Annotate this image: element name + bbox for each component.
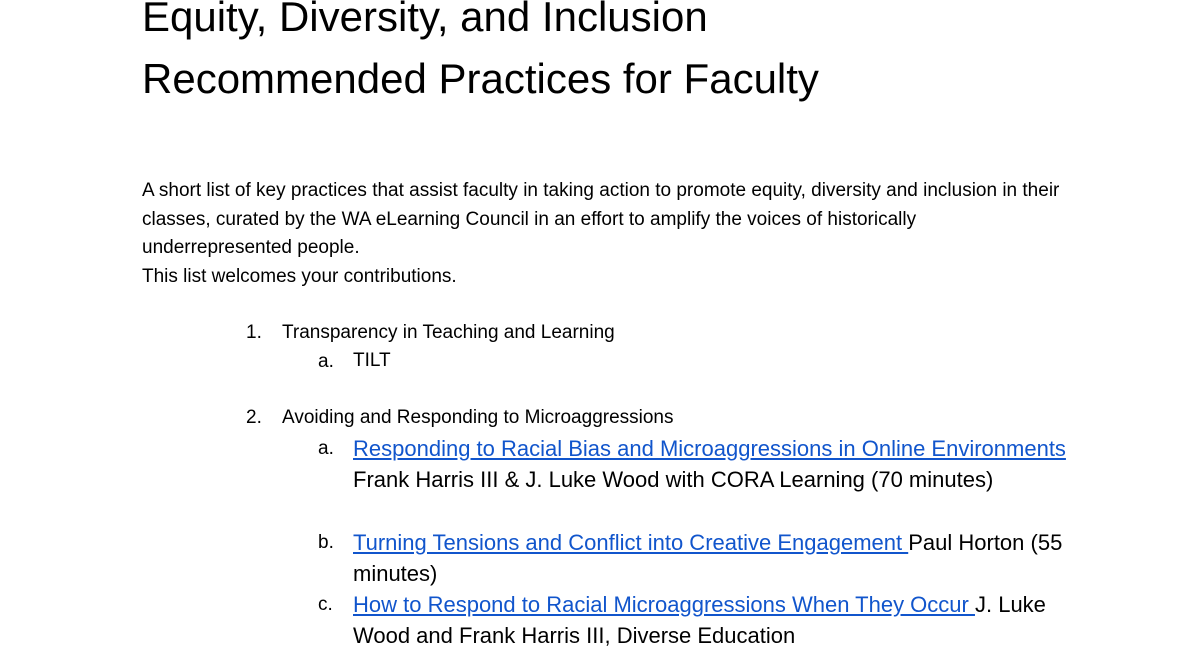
resource-link[interactable]: How to Respond to Racial Microaggressions When They Occur: [353, 592, 975, 617]
sub-item-marker: a.: [318, 438, 334, 459]
list-item-label: Transparency in Teaching and Learning: [282, 322, 615, 343]
resource-link[interactable]: Turning Tensions and Conflict into Creative Engagement: [353, 530, 909, 555]
resource-credit: Paul Horton (55 minutes): [353, 530, 1063, 586]
resource-entry: [353, 433, 1073, 495]
sub-item-marker: a.: [318, 351, 334, 372]
resource-entry: [353, 589, 1073, 651]
sub-item-marker: b.: [318, 532, 334, 553]
list-item-number: 2.: [246, 407, 262, 428]
sub-item-marker: c.: [318, 594, 333, 615]
resource-link[interactable]: Responding to Racial Bias and Microaggressions in Online Environments: [353, 436, 1066, 461]
document-title: [142, 0, 1042, 110]
resource-entry: [353, 527, 1073, 589]
title-line-2: Recommended Practices for Faculty: [142, 55, 819, 102]
sub-item-text: TILT: [353, 350, 391, 371]
contribution-note: This list welcomes your contributions.: [142, 265, 457, 287]
intro-paragraph: A short list of key practices that assist faculty in taking action to promote equity, diversity and inclusion in their classes, curated by the WA eLearning Council in an effort to amplify the voices of historically underrepresented people.: [142, 180, 1060, 258]
list-item-label: Avoiding and Responding to Microaggressions: [282, 407, 674, 428]
intro-section: [142, 177, 1062, 291]
resource-credit: J. Luke Wood and Frank Harris III, Diverse Education: [353, 592, 1046, 648]
resource-credit: Frank Harris III & J. Luke Wood with CORA Learning (70 minutes): [353, 467, 994, 492]
list-item-number: 1.: [246, 322, 262, 343]
title-line-1: Equity, Diversity, and Inclusion: [142, 0, 708, 40]
